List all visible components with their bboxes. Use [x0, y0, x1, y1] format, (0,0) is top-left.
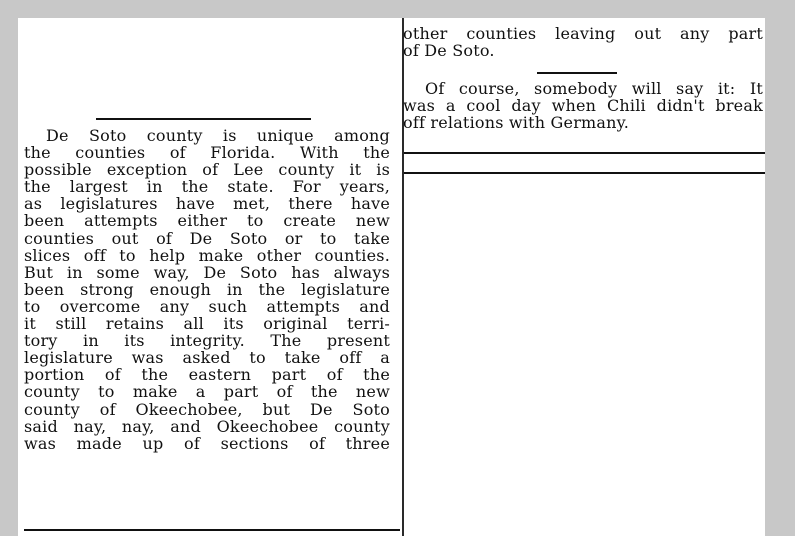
article-left-line: counties out of De Soto or to take — [24, 228, 390, 248]
article-left-line: county to make a part of the new — [24, 382, 390, 402]
article-right-line: of De Soto. — [403, 41, 495, 61]
left-top-rule — [96, 118, 311, 120]
article-right-mid — [403, 80, 763, 131]
article-left-line: the largest in the state. For years, — [24, 177, 390, 197]
article-left-line: to overcome any such attempts and — [24, 296, 390, 316]
article-left-line: said nay, nay, and Okeechobee county — [24, 416, 390, 436]
article-left-line: De Soto county is unique among — [46, 126, 390, 145]
right-rule-upper — [404, 152, 765, 154]
article-left-line: was made up of sections of three — [24, 433, 390, 453]
article-left-line: legislature was asked to take off a — [24, 348, 390, 368]
article-left-line: it still retains all its original terri- — [24, 314, 390, 334]
article-left-line: But in some way, De Soto has always — [24, 262, 390, 282]
article-right-line: was a cool day when Chili didn't break — [403, 96, 763, 116]
article-right-line: Of course, somebody will say it: It — [425, 79, 763, 98]
article-right-line: other counties leaving out any part — [403, 24, 763, 43]
article-left-line: the counties of Florida. With the — [24, 143, 390, 163]
article-left-line: been attempts either to create new — [24, 211, 390, 231]
article-left-line: county of Okeechobee, but De Soto — [24, 399, 390, 419]
article-left-line: slices off to help make other counties. — [24, 245, 390, 265]
article-left-line: tory in its integrity. The present — [24, 331, 390, 351]
article-left-line: as legislatures have met, there have — [24, 194, 390, 214]
newspaper-page — [18, 18, 765, 536]
article-right-top — [403, 25, 763, 59]
article-left — [24, 127, 390, 452]
article-left-line: been strong enough in the legislature — [24, 279, 390, 299]
article-right-line: off relations with Germany. — [403, 113, 630, 133]
right-short-rule — [537, 72, 617, 74]
article-left-line: portion of the eastern part of the — [24, 365, 390, 385]
left-bottom-rule — [24, 529, 400, 531]
right-rule-lower — [404, 172, 765, 174]
article-left-line: possible exception of Lee county it is — [24, 160, 390, 180]
